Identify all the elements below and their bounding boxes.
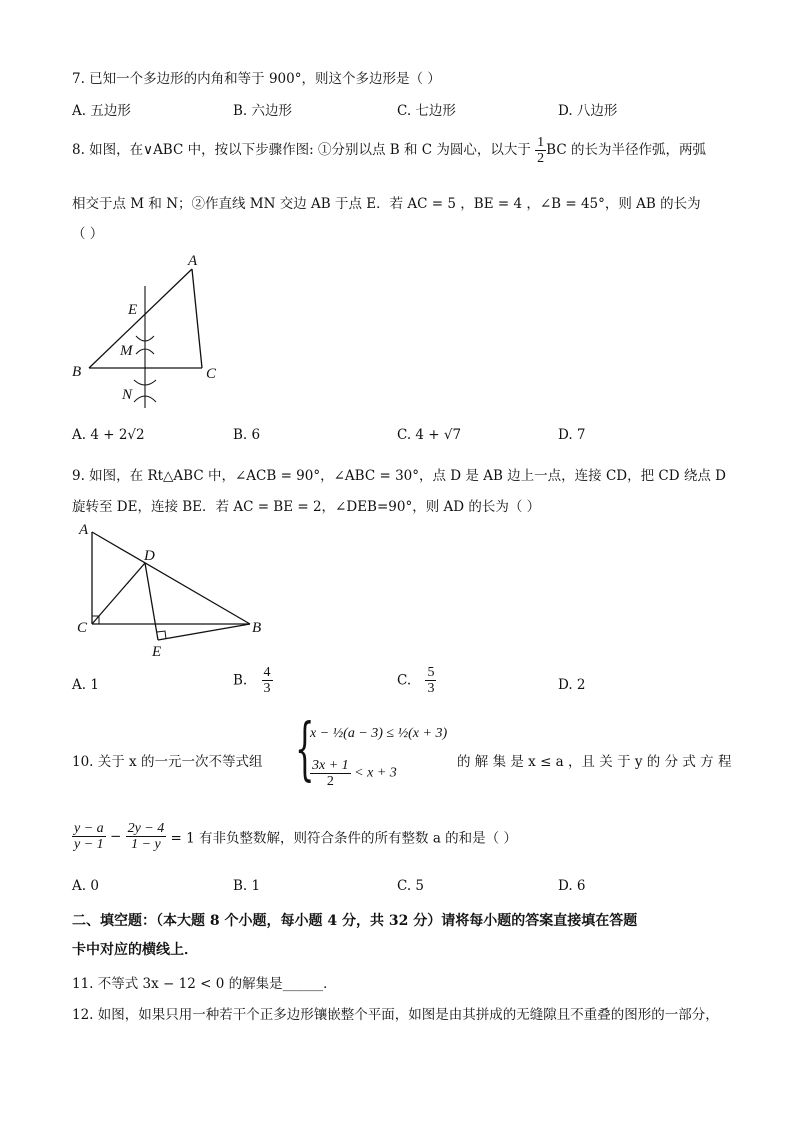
q10-option-b: B. 1 [233, 878, 261, 894]
q7-option-a: A. 五边形 [72, 103, 131, 119]
q7-option-d: D. 八边形 [558, 103, 618, 119]
section-2-heading-line1: 二、填空题：（本大题 8 个小题，每小题 4 分，共 32 分）请将每小题的答案直接填在答题 [72, 913, 638, 929]
q8-line1-a: 8. 如图，在 [72, 142, 144, 158]
q8-option-c: C. 4 + √7 [397, 427, 462, 443]
q8-option-d: D. 7 [558, 427, 586, 443]
q9-option-d: D. 2 [558, 677, 586, 693]
q10-equation: $\frac{y - a}{y - 1}$ − $\frac{2y - 4}{1 - y}$ = 1 有非负整数解，则符合条件的所有整数 a 的和是（ ） [74, 821, 517, 852]
segment-cd [92, 563, 145, 624]
q10-option-d: D. 6 [558, 878, 586, 894]
q8-line1-c: B 和 C 为圆心，以大于 [389, 142, 531, 158]
label-m: M [120, 343, 133, 359]
label-b: B [252, 620, 262, 636]
q10-prefix: 10. 关于 x 的一元一次不等式组 [72, 754, 263, 770]
q8-line1-d: BC 的长为半径作弧，两弧 [546, 142, 706, 158]
label-a: A [79, 522, 89, 538]
system-brace: { [295, 710, 315, 789]
q10-inequality-2: $\frac{3x + 1}{2}$ < x + 3 [312, 758, 397, 789]
label-a: A [188, 253, 198, 269]
right-angle-e [157, 631, 166, 639]
segment-eb [158, 624, 250, 640]
label-c: C [77, 620, 88, 636]
q9-option-b: B. $\frac{4}{3}$ [233, 665, 271, 696]
label-c: C [206, 366, 217, 382]
q8-line1-b: ABC 中，按以下步骤作图: ①分别以点 [153, 142, 386, 158]
q10-suffix: 的 解 集 是 x ≤ a ，且 关 于 y 的 分 式 方 程 [457, 754, 732, 770]
q8-line1 [72, 135, 706, 166]
q11-text: 11. 不等式 3x − 12 < 0 的解集是______． [72, 976, 337, 992]
q9-line2: 旋转至 DE，连接 BE．若 AC = BE = 2，∠DEB=90°，则 AD 的长为（ ） [72, 499, 541, 515]
q8-line2: 相交于点 M 和 N；②作直线 MN 交边 AB 于点 E．若 AC = 5 ，BE = 4 ，∠B = 45°，则 AB 的长为 [72, 196, 701, 212]
q7-stem: 7. 已知一个多边形的内角和等于 900°，则这个多边形是（ ） [72, 71, 441, 87]
q9-option-a: A. 1 [72, 677, 99, 693]
q8-option-b: B. 6 [233, 427, 261, 443]
label-n: N [122, 387, 133, 403]
segment-ac [192, 269, 202, 368]
q7-option-c: C. 七边形 [397, 103, 456, 119]
section-2-heading-line2: 卡中对应的横线上． [72, 942, 198, 958]
triangle-symbol: ∨ [143, 142, 154, 157]
segment-ab [92, 532, 250, 624]
q9-option-c: C. $\frac{5}{3}$ [397, 665, 435, 696]
q8-half-fraction: $\frac{1}{2}$ [537, 135, 545, 166]
q8-figure [64, 250, 234, 410]
label-e: E [152, 644, 162, 660]
label-d: D [144, 548, 155, 564]
q10-option-a: A. 0 [72, 878, 99, 894]
label-b: B [72, 364, 82, 380]
q9-line1: 9. 如图，在 Rt△ABC 中，∠ACB = 90°，∠ABC = 30°，点 D 是 AB 边上一点，连接 CD，把 CD 绕点 D [72, 468, 726, 484]
segment-ab [89, 269, 192, 368]
q7-option-b: B. 六边形 [233, 103, 293, 119]
label-e: E [128, 302, 138, 318]
q8-line3: （ ） [72, 226, 104, 242]
q12-text: 12. 如图，如果只用一种若干个正多边形镶嵌整个平面，如图是由其拼成的无缝隙且不重叠的图形的一部分， [72, 1007, 719, 1023]
q10-inequality-1: x − ½(a − 3) ≤ ½(x + 3) [310, 726, 448, 741]
q8-option-a: A. 4 + 2√2 [72, 427, 145, 443]
q9-figure [70, 518, 280, 663]
segment-de [145, 563, 158, 640]
q10-option-c: C. 5 [397, 878, 425, 894]
